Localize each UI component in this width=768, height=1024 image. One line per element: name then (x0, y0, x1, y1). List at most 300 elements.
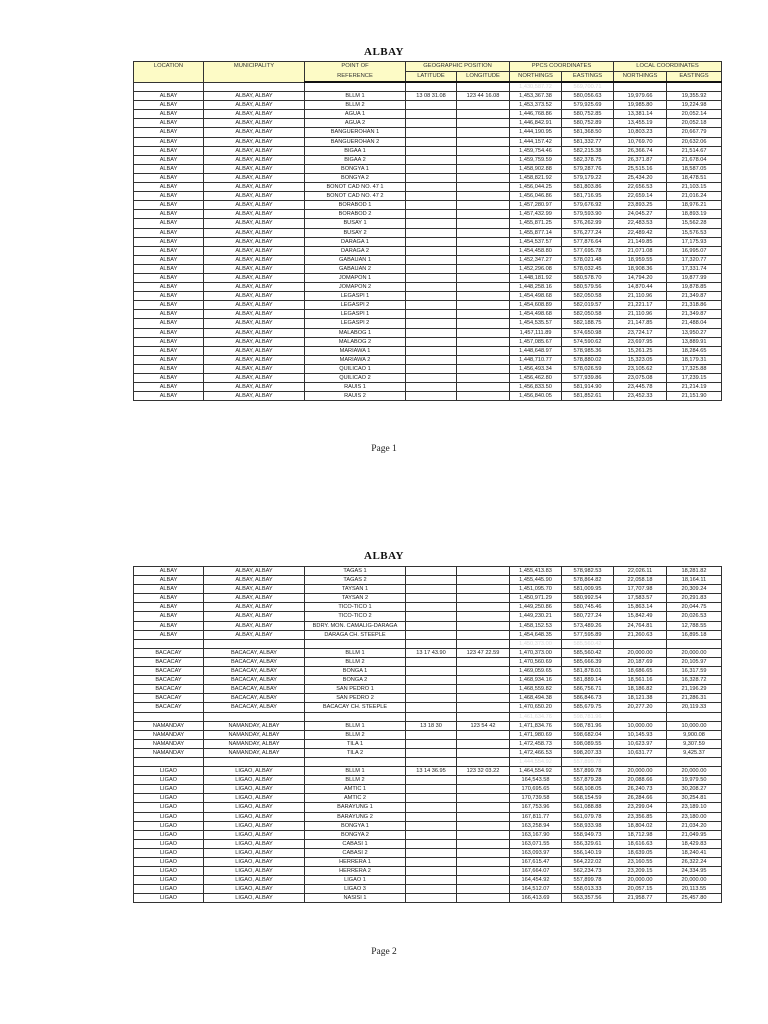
cell-reference: BIGAA 2 (305, 155, 406, 164)
cell-longitude (457, 173, 510, 182)
cell-location: ALBAY (134, 155, 204, 164)
cell-ppcs-eastings: 585,679.75 (562, 703, 614, 712)
table-row (134, 803, 722, 812)
cell-location: ALBAY (134, 128, 204, 137)
cell-reference: GABAUAN 2 (305, 264, 406, 273)
cell-municipality: ALBAY, ALBAY (204, 164, 305, 173)
cell-ppcs-northings: 170,695.65 (510, 785, 562, 794)
cell-ppcs-northings: 1,448,181.92 (510, 273, 562, 282)
cell-ppcs-northings: 1,457,280.97 (510, 201, 562, 210)
cell-local-eastings: 16,328.72 (667, 676, 722, 685)
page-1-number: Page 1 (371, 444, 397, 454)
cell-location: LIGAO (134, 839, 204, 848)
cell-reference: TAYSAN 1 (305, 585, 406, 594)
table-row (134, 730, 722, 739)
cell-ppcs-eastings: 561,079.78 (562, 812, 614, 821)
table-row (134, 183, 722, 192)
cell-local-northings: 26,284.66 (614, 794, 667, 803)
cell-local-eastings: 20,105.97 (667, 657, 722, 666)
cell-ppcs-eastings: 556,329.61 (562, 839, 614, 848)
cell-ppcs-eastings: 598,207.33 (562, 748, 614, 757)
cell-latitude (406, 748, 457, 757)
cell-location: ALBAY (134, 292, 204, 301)
cell-latitude (406, 228, 457, 237)
cell-local-eastings: 9,900.08 (667, 730, 722, 739)
cell-local-eastings: 9,307.59 (667, 739, 722, 748)
cell-local-northings: 14,794.20 (614, 273, 667, 282)
cell-municipality: LIGAO, ALBAY (204, 867, 305, 876)
cell-local-northings: 25,515.16 (614, 164, 667, 173)
cell-ppcs-eastings: 558,949.73 (562, 830, 614, 839)
cell-municipality: LIGAO, ALBAY (204, 848, 305, 857)
table-row (134, 128, 722, 137)
page-1-coordinates-table (133, 61, 722, 401)
cell-latitude (406, 110, 457, 119)
table-row (134, 264, 722, 273)
cell-municipality: NAMANDAY, ALBAY (204, 721, 305, 730)
cell-local-eastings: 15,562.28 (667, 219, 722, 228)
cell-latitude (406, 812, 457, 821)
cell-local-eastings: 21,514.67 (667, 146, 722, 155)
cell-location: ALBAY (134, 392, 204, 401)
table-row (134, 346, 722, 355)
cell-ppcs-eastings: 578,032.45 (562, 264, 614, 273)
cell-ppcs-northings: 1,454,498.68 (510, 310, 562, 319)
table-row (134, 585, 722, 594)
cell-ppcs-eastings: 573,489.26 (562, 621, 614, 630)
empty-cell (134, 712, 204, 721)
table-row (134, 785, 722, 794)
cell-local-northings: 18,959.55 (614, 255, 667, 264)
cell-ppcs-eastings: 579,287.76 (562, 164, 614, 173)
cell-ppcs-northings: 1,454,535.57 (510, 319, 562, 328)
table-row (134, 794, 722, 803)
cell-location: ALBAY (134, 255, 204, 264)
cell-reference: TILA 2 (305, 748, 406, 757)
cell-reference: BLLM 2 (305, 101, 406, 110)
table-row (134, 246, 722, 255)
cell-reference: BIGAA 1 (305, 146, 406, 155)
cell-location: ALBAY (134, 119, 204, 128)
cell-latitude (406, 694, 457, 703)
cell-local-northings: 21,147.85 (614, 319, 667, 328)
cell-longitude (457, 794, 510, 803)
cell-ppcs-northings: 1,472,458.73 (510, 739, 562, 748)
cell-local-northings: 18,908.36 (614, 264, 667, 273)
cell-reference: BORABOD 2 (305, 210, 406, 219)
cell-latitude (406, 876, 457, 885)
cell-location: LIGAO (134, 776, 204, 785)
cell-local-eastings: 30,254.81 (667, 794, 722, 803)
empty-cell (457, 639, 510, 648)
cell-ppcs-northings: 1,450,971.29 (510, 594, 562, 603)
cell-municipality: ALBAY, ALBAY (204, 355, 305, 364)
cell-ppcs-northings: 1,456,833.50 (510, 383, 562, 392)
cell-reference: LIGAO 1 (305, 876, 406, 885)
cell-location: NAMANDAY (134, 739, 204, 748)
ghost-eastings: 585,560.42 (562, 639, 614, 648)
cell-location: ALBAY (134, 164, 204, 173)
cell-reference: QUILICAO 1 (305, 364, 406, 373)
cell-reference: BLLM 2 (305, 776, 406, 785)
cell-municipality: ALBAY, ALBAY (204, 237, 305, 246)
cell-ppcs-eastings: 568,154.59 (562, 794, 614, 803)
cell-ppcs-northings: 1,468,559.82 (510, 685, 562, 694)
table-row (134, 337, 722, 346)
table-row (134, 374, 722, 383)
cell-municipality: ALBAY, ALBAY (204, 192, 305, 201)
cell-municipality: ALBAY, ALBAY (204, 92, 305, 101)
cell-reference: BARAYUNG 1 (305, 803, 406, 812)
cell-location: LIGAO (134, 830, 204, 839)
cell-local-eastings: 21,318.86 (667, 301, 722, 310)
table-row (134, 703, 722, 712)
cell-latitude (406, 667, 457, 676)
cell-ppcs-northings: 1,458,902.88 (510, 164, 562, 173)
cell-municipality: LIGAO, ALBAY (204, 894, 305, 903)
empty-cell (457, 712, 510, 721)
cell-location: LIGAO (134, 867, 204, 876)
cell-location: NAMANDAY (134, 748, 204, 757)
cell-latitude (406, 164, 457, 173)
cell-municipality: ALBAY, ALBAY (204, 137, 305, 146)
cell-ppcs-northings: 1,455,445.90 (510, 576, 562, 585)
table-row (134, 101, 722, 110)
cell-ppcs-northings: 170,739.58 (510, 794, 562, 803)
cell-municipality: LIGAO, ALBAY (204, 803, 305, 812)
page-2-coordinates-table (133, 566, 722, 903)
cell-longitude (457, 885, 510, 894)
cell-local-eastings: 19,224.98 (667, 101, 722, 110)
cell-location: BACACAY (134, 657, 204, 666)
cell-municipality: LIGAO, ALBAY (204, 785, 305, 794)
cell-ppcs-northings: 1,449,230.21 (510, 612, 562, 621)
cell-municipality: ALBAY, ALBAY (204, 101, 305, 110)
cell-local-eastings: 18,284.65 (667, 346, 722, 355)
cell-municipality: NAMANDAY, ALBAY (204, 748, 305, 757)
empty-cell (134, 757, 204, 766)
cell-local-eastings: 18,587.05 (667, 164, 722, 173)
empty-cell (406, 639, 457, 648)
cell-local-eastings: 20,000.00 (667, 648, 722, 657)
cell-latitude: 13 17 43.90 (406, 648, 457, 657)
cell-municipality: ALBAY, ALBAY (204, 346, 305, 355)
cell-municipality: BACACAY, ALBAY (204, 685, 305, 694)
cell-longitude (457, 301, 510, 310)
cell-local-northings: 20,000.00 (614, 648, 667, 657)
cell-local-eastings: 10,000.00 (667, 721, 722, 730)
cell-ppcs-northings: 1,464,554.92 (510, 767, 562, 776)
cell-local-eastings: 19,878.85 (667, 283, 722, 292)
cell-location: LIGAO (134, 767, 204, 776)
cell-reference: BACACAY CH. STEEPLE (305, 703, 406, 712)
cell-ppcs-northings: 1,454,608.89 (510, 301, 562, 310)
cell-ppcs-eastings: 582,188.75 (562, 319, 614, 328)
cell-ppcs-eastings: 579,179.22 (562, 173, 614, 182)
cell-local-northings: 10,803.23 (614, 128, 667, 137)
cell-location: BACACAY (134, 667, 204, 676)
table-row (134, 210, 722, 219)
empty-cell (204, 757, 305, 766)
cell-longitude (457, 110, 510, 119)
cell-longitude (457, 694, 510, 703)
cell-reference: BANGUEROHAN 2 (305, 137, 406, 146)
cell-municipality: LIGAO, ALBAY (204, 839, 305, 848)
cell-ppcs-northings: 1,470,650.20 (510, 703, 562, 712)
cell-local-northings: 10,145.93 (614, 730, 667, 739)
cell-municipality: ALBAY, ALBAY (204, 110, 305, 119)
cell-reference: TILA 1 (305, 739, 406, 748)
empty-cell (614, 712, 667, 721)
table-row (134, 630, 722, 639)
cell-ppcs-northings: 1,453,373.52 (510, 101, 562, 110)
cell-municipality: ALBAY, ALBAY (204, 219, 305, 228)
cell-longitude (457, 867, 510, 876)
cell-latitude (406, 155, 457, 164)
cell-local-northings: 23,724.17 (614, 328, 667, 337)
cell-longitude (457, 119, 510, 128)
cell-reference: BORABOD 1 (305, 201, 406, 210)
cell-latitude (406, 301, 457, 310)
cell-municipality: ALBAY, ALBAY (204, 576, 305, 585)
cell-municipality: ALBAY, ALBAY (204, 301, 305, 310)
cell-ppcs-eastings: 578,880.02 (562, 355, 614, 364)
cell-ppcs-eastings: 556,140.19 (562, 848, 614, 857)
cell-reference: TAGAS 2 (305, 576, 406, 585)
cell-local-northings: 17,583.57 (614, 594, 667, 603)
cell-local-eastings: 21,349.87 (667, 310, 722, 319)
cell-ppcs-eastings: 557,879.28 (562, 776, 614, 785)
cell-local-northings: 18,561.16 (614, 676, 667, 685)
cell-latitude (406, 739, 457, 748)
cell-longitude (457, 246, 510, 255)
cell-local-northings: 18,639.05 (614, 848, 667, 857)
cell-latitude (406, 146, 457, 155)
cell-location: ALBAY (134, 101, 204, 110)
cell-local-northings: 20,000.00 (614, 767, 667, 776)
cell-ppcs-northings: 1,456,046.86 (510, 192, 562, 201)
cell-local-eastings: 21,286.31 (667, 694, 722, 703)
cell-longitude (457, 567, 510, 576)
cell-longitude (457, 346, 510, 355)
cell-local-eastings: 21,488.04 (667, 319, 722, 328)
page-1-title: ALBAY (364, 46, 404, 58)
cell-latitude: 13 14 36.95 (406, 767, 457, 776)
cell-local-eastings: 20,044.75 (667, 603, 722, 612)
cell-reference: SAN PEDRO 1 (305, 685, 406, 694)
table-row (134, 228, 722, 237)
cell-municipality: ALBAY, ALBAY (204, 585, 305, 594)
cell-local-eastings: 15,576.53 (667, 228, 722, 237)
cell-ppcs-northings: 1,453,367.38 (510, 92, 562, 101)
cell-ppcs-eastings: 581,332.77 (562, 137, 614, 146)
cell-reference: AGUA 1 (305, 110, 406, 119)
cell-local-northings: 20,000.00 (614, 876, 667, 885)
cell-ppcs-eastings: 577,695.78 (562, 246, 614, 255)
cell-municipality: ALBAY, ALBAY (204, 374, 305, 383)
cell-municipality: ALBAY, ALBAY (204, 328, 305, 337)
cell-ppcs-northings: 1,446,768.86 (510, 110, 562, 119)
cell-latitude (406, 137, 457, 146)
table-row (134, 739, 722, 748)
cell-longitude (457, 310, 510, 319)
cell-location: ALBAY (134, 319, 204, 328)
cell-location: ALBAY (134, 273, 204, 282)
cell-local-northings: 23,105.62 (614, 364, 667, 373)
cell-local-eastings: 21,103.15 (667, 183, 722, 192)
blank-row (134, 757, 722, 766)
cell-latitude (406, 237, 457, 246)
cell-municipality: ALBAY, ALBAY (204, 383, 305, 392)
cell-local-northings: 10,631.77 (614, 748, 667, 757)
cell-longitude: 123 54 42 (457, 721, 510, 730)
cell-ppcs-eastings: 578,982.53 (562, 567, 614, 576)
cell-longitude (457, 146, 510, 155)
blank-row (134, 712, 722, 721)
cell-ppcs-eastings: 586,756.71 (562, 685, 614, 694)
cell-latitude (406, 346, 457, 355)
cell-ppcs-eastings: 561,088.88 (562, 803, 614, 812)
cell-ppcs-northings: 1,452,347.27 (510, 255, 562, 264)
cell-ppcs-northings: 1,456,493.34 (510, 364, 562, 373)
cell-local-northings: 22,058.18 (614, 576, 667, 585)
cell-local-eastings: 21,151.90 (667, 392, 722, 401)
cell-latitude (406, 776, 457, 785)
cell-local-northings: 23,452.33 (614, 392, 667, 401)
table-row (134, 667, 722, 676)
cell-ppcs-northings: 1,458,821.92 (510, 173, 562, 182)
cell-latitude (406, 821, 457, 830)
cell-local-eastings: 18,478.51 (667, 173, 722, 182)
cell-local-eastings: 23,180.00 (667, 812, 722, 821)
cell-latitude (406, 292, 457, 301)
cell-longitude (457, 392, 510, 401)
cell-ppcs-eastings: 578,026.59 (562, 364, 614, 373)
cell-local-eastings: 13,950.27 (667, 328, 722, 337)
cell-location: ALBAY (134, 173, 204, 182)
cell-reference: CABASI 2 (305, 848, 406, 857)
cell-local-northings: 22,026.11 (614, 567, 667, 576)
cell-latitude (406, 703, 457, 712)
cell-local-eastings: 21,034.20 (667, 821, 722, 830)
cell-longitude (457, 739, 510, 748)
cell-municipality: ALBAY, ALBAY (204, 392, 305, 401)
cell-local-northings: 21,071.08 (614, 246, 667, 255)
table-row (134, 776, 722, 785)
table-row (134, 92, 722, 101)
cell-ppcs-eastings: 580,992.54 (562, 594, 614, 603)
cell-location: ALBAY (134, 110, 204, 119)
cell-longitude (457, 821, 510, 830)
cell-local-eastings: 20,052.14 (667, 110, 722, 119)
cell-local-northings: 26,240.73 (614, 785, 667, 794)
cell-location: ALBAY (134, 346, 204, 355)
cell-ppcs-eastings: 581,914.90 (562, 383, 614, 392)
cell-ppcs-northings: 1,457,432.99 (510, 210, 562, 219)
cell-local-northings: 21,221.17 (614, 301, 667, 310)
table-row (134, 292, 722, 301)
cell-local-northings: 17,707.98 (614, 585, 667, 594)
empty-cell (667, 712, 722, 721)
cell-local-eastings: 17,320.77 (667, 255, 722, 264)
ghost-northings: 1,450,373.00 (510, 639, 562, 648)
cell-local-northings: 18,121.38 (614, 694, 667, 703)
header-point-of: POINT OF (305, 62, 406, 72)
cell-location: ALBAY (134, 237, 204, 246)
cell-local-eastings: 17,239.15 (667, 374, 722, 383)
cell-municipality: LIGAO, ALBAY (204, 812, 305, 821)
cell-location: ALBAY (134, 146, 204, 155)
cell-local-northings: 22,656.53 (614, 183, 667, 192)
cell-reference: TICO-TICO 2 (305, 612, 406, 621)
cell-ppcs-northings: 163,167.90 (510, 830, 562, 839)
table-row (134, 392, 722, 401)
cell-latitude (406, 192, 457, 201)
cell-local-northings: 10,623.97 (614, 739, 667, 748)
table-row (134, 603, 722, 612)
cell-municipality: ALBAY, ALBAY (204, 128, 305, 137)
cell-location: BACACAY (134, 703, 204, 712)
cell-longitude (457, 730, 510, 739)
cell-ppcs-eastings: 581,889.14 (562, 676, 614, 685)
cell-longitude (457, 894, 510, 903)
cell-location: NAMANDAY (134, 721, 204, 730)
cell-ppcs-northings: 1,446,842.91 (510, 119, 562, 128)
cell-local-eastings: 20,632.06 (667, 137, 722, 146)
cell-local-northings: 25,434.20 (614, 173, 667, 182)
cell-local-northings: 21,149.85 (614, 237, 667, 246)
cell-latitude (406, 585, 457, 594)
cell-location: ALBAY (134, 310, 204, 319)
cell-municipality: ALBAY, ALBAY (204, 255, 305, 264)
cell-longitude (457, 192, 510, 201)
cell-location: ALBAY (134, 594, 204, 603)
cell-ppcs-eastings: 574,590.62 (562, 337, 614, 346)
cell-latitude (406, 785, 457, 794)
cell-municipality: NAMANDAY, ALBAY (204, 730, 305, 739)
cell-location: BACACAY (134, 685, 204, 694)
cell-ppcs-northings: 167,753.96 (510, 803, 562, 812)
header-local-eastings: EASTINGS (667, 72, 722, 83)
cell-municipality: ALBAY, ALBAY (204, 155, 305, 164)
cell-longitude (457, 576, 510, 585)
cell-ppcs-northings: 1,448,648.97 (510, 346, 562, 355)
cell-reference: BONGYA 1 (305, 821, 406, 830)
cell-local-northings: 18,616.63 (614, 839, 667, 848)
cell-local-eastings: 21,016.24 (667, 192, 722, 201)
table-row (134, 219, 722, 228)
cell-local-northings: 15,842.49 (614, 612, 667, 621)
cell-location: ALBAY (134, 246, 204, 255)
cell-ppcs-eastings: 562,234.73 (562, 867, 614, 876)
cell-reference: BANGUEROHAN 1 (305, 128, 406, 137)
empty-cell (406, 757, 457, 766)
table-row (134, 110, 722, 119)
cell-ppcs-northings: 1,452,296.08 (510, 264, 562, 273)
cell-ppcs-eastings: 582,378.75 (562, 155, 614, 164)
header-local-coordinates: LOCAL COORDINATES (614, 62, 722, 72)
cell-local-eastings: 16,895.18 (667, 630, 722, 639)
blank-row (134, 639, 722, 648)
cell-local-northings: 23,075.08 (614, 374, 667, 383)
cell-location: ALBAY (134, 219, 204, 228)
cell-local-eastings: 26,322.24 (667, 858, 722, 867)
cell-latitude: 13 08 31.08 (406, 92, 457, 101)
cell-longitude (457, 155, 510, 164)
cell-ppcs-northings: 1,456,840.05 (510, 392, 562, 401)
cell-latitude (406, 183, 457, 192)
cell-local-northings: 20,057.15 (614, 885, 667, 894)
